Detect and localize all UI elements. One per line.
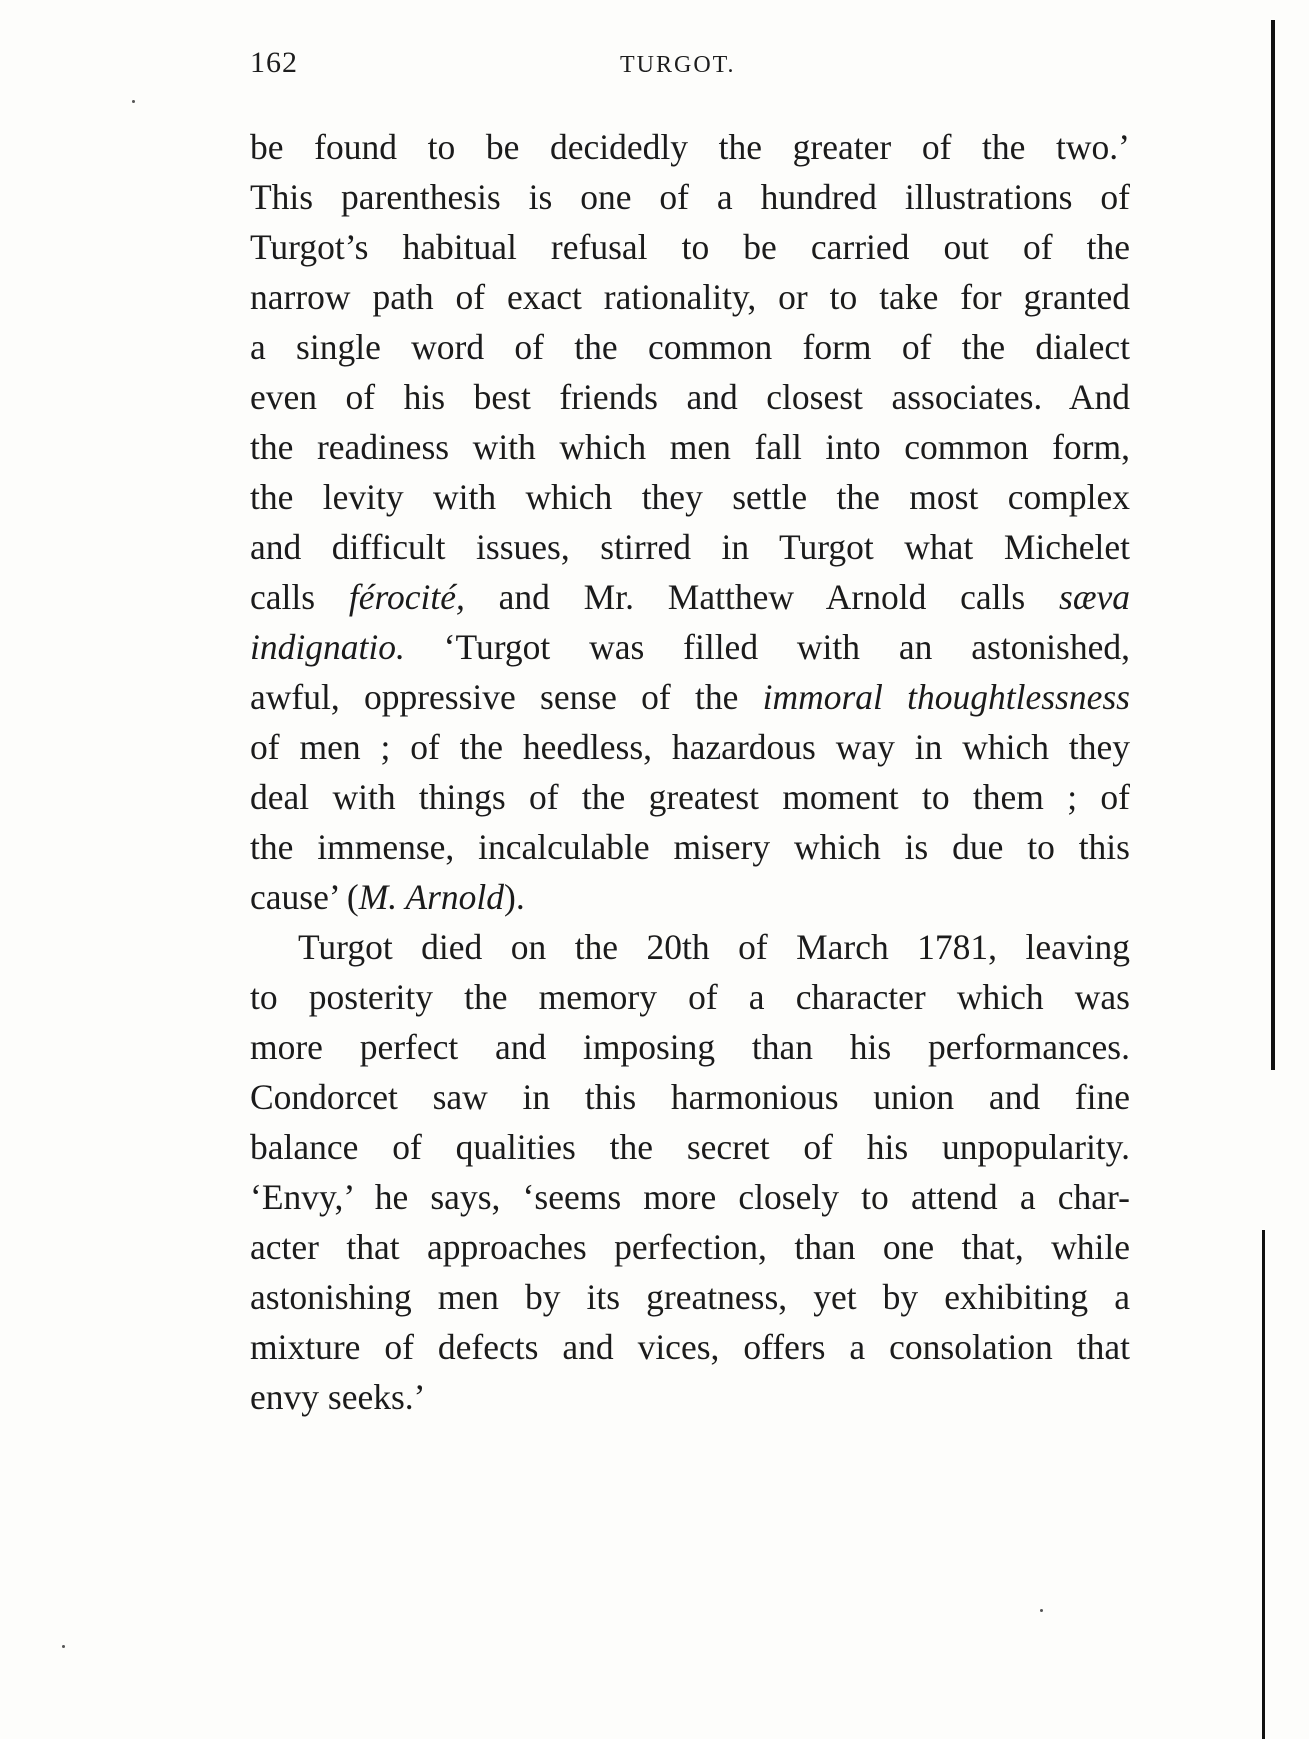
text-run: and difficult issues, stirred in Turgot what Michelet (250, 527, 1130, 567)
text-line (250, 472, 1130, 522)
text-line (250, 1372, 1130, 1422)
running-head (250, 46, 1130, 86)
text-run: be found to be decidedly the greater of the two.’ (250, 127, 1130, 167)
paragraph-2 (250, 922, 1130, 1422)
italic-text: immoral thoughtlessness (762, 677, 1130, 717)
italic-text: férocité, (348, 577, 465, 617)
text-run: a single word of the common form of the dialect (250, 327, 1130, 367)
text-line (250, 272, 1130, 322)
text-line (250, 722, 1130, 772)
text-run: narrow path of exact rationality, or to take for granted (250, 277, 1130, 317)
speck (132, 100, 135, 103)
text-run: the levity with which they settle the most complex (250, 477, 1130, 517)
text-run: deal with things of the greatest moment to them ; of (250, 777, 1130, 817)
italic-text: sæva (1059, 577, 1131, 617)
text-run: envy seeks.’ (250, 1377, 426, 1417)
text-line (250, 572, 1130, 622)
text-line (250, 872, 1130, 922)
text-run: ‘Envy,’ he says, ‘seems more closely to attend a char- (250, 1177, 1130, 1217)
text-line (250, 172, 1130, 222)
scan-edge-top (1271, 20, 1275, 1070)
text-line (250, 422, 1130, 472)
text-run: mixture of defects and vices, offers a consolation that (250, 1327, 1130, 1367)
text-line (250, 322, 1130, 372)
text-run: Turgot’s habitual refusal to be carried out of the (250, 227, 1130, 267)
text-line (250, 1022, 1130, 1072)
text-run: calls (250, 577, 349, 617)
text-line (250, 1122, 1130, 1172)
text-line (250, 372, 1130, 422)
text-run: astonishing men by its greatness, yet by exhibiting a (250, 1277, 1130, 1317)
text-run: balance of qualities the secret of his unpopularity. (250, 1127, 1130, 1167)
text-run: of men ; of the heedless, hazardous way in which they (250, 727, 1130, 767)
text-line (250, 622, 1130, 672)
text-line (250, 1322, 1130, 1372)
text-line (250, 1222, 1130, 1272)
italic-text: M. Arnold (358, 877, 505, 917)
body-text (250, 122, 1130, 1422)
text-run: the immense, incalculable misery which is due to this (250, 827, 1130, 867)
text-line (250, 122, 1130, 172)
text-run: more perfect and imposing than his performances. (250, 1027, 1130, 1067)
speck (62, 1645, 65, 1648)
text-run: the readiness with which men fall into common form, (250, 427, 1130, 467)
scan-edge-bottom (1262, 1230, 1265, 1739)
text-run: ). (504, 877, 525, 917)
page-number: 162 (250, 46, 298, 79)
text-line (250, 822, 1130, 872)
text-line (250, 1072, 1130, 1122)
text-run: Turgot died on the 20th of March 1781, leaving (298, 927, 1130, 967)
text-line (250, 972, 1130, 1022)
text-line (250, 522, 1130, 572)
text-run: even of his best friends and closest associates. And (250, 377, 1130, 417)
text-run: This parenthesis is one of a hundred illustrations of (250, 177, 1130, 217)
text-run: and Mr. Matthew Arnold calls (464, 577, 1060, 617)
running-title: TURGOT. (620, 52, 736, 78)
speck (1040, 1609, 1043, 1612)
text-run: ‘Turgot was filled with an astonished, (404, 627, 1130, 667)
text-line (250, 1272, 1130, 1322)
text-line (250, 1172, 1130, 1222)
text-run: to posterity the memory of a character which was (250, 977, 1130, 1017)
text-run: acter that approaches perfection, than one that, while (250, 1227, 1130, 1267)
text-run: Condorcet saw in this harmonious union and fine (250, 1077, 1130, 1117)
text-run: cause’ ( (250, 877, 359, 917)
text-line (250, 922, 1130, 972)
italic-text: indignatio. (250, 627, 405, 667)
paragraph-1 (250, 122, 1130, 922)
text-line (250, 672, 1130, 722)
text-line (250, 772, 1130, 822)
text-line (250, 222, 1130, 272)
text-run: awful, oppressive sense of the (250, 677, 763, 717)
